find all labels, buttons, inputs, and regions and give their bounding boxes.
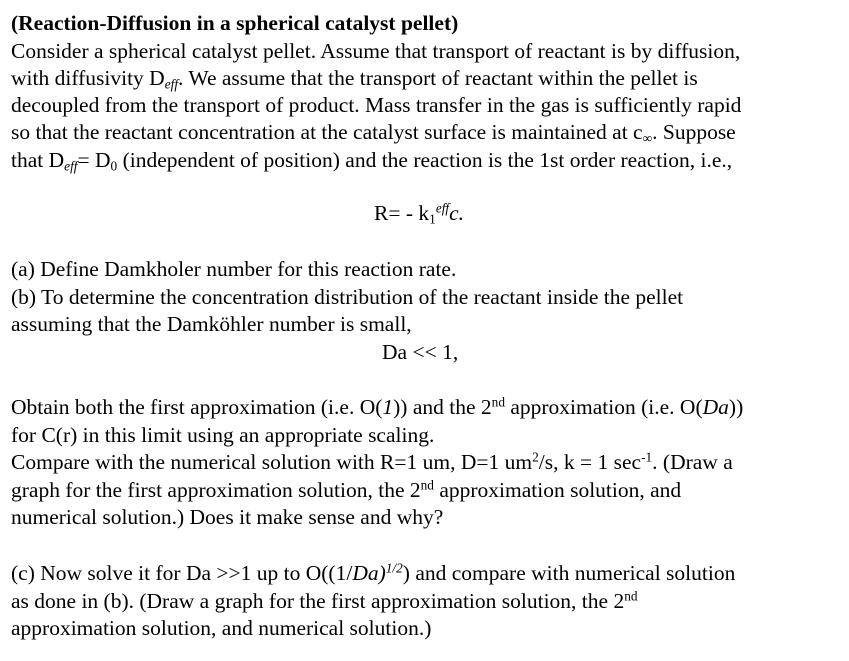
part-c-line-1: (c) Now solve it for Da >>1 up to $O((1/Da)^{1/2})$ and compare with numerical solution	[11, 560, 736, 585]
part-b-line-4: for C(r) in this limit using an appropriate scaling.	[11, 423, 435, 447]
part-b-line-3: Obtain both the first approximation (i.e. O(1)) and the 2nd approximation (i.e. O(Da))	[11, 394, 744, 419]
problem-title: (Reaction-Diffusion in a spherical catalyst pellet)	[11, 11, 459, 35]
part-b-line-5: Compare with the numerical solution with R=1 um, D=1 $um^2/s$, k = 1 $\sec^{-1}$. (Draw a	[11, 449, 733, 474]
part-b-line-6: graph for the first approximation solution, the 2nd approximation solution, and	[11, 477, 682, 502]
intro-line-4: so that the reactant concentration at the catalyst surface is maintained at $c_\infty$. Suppose	[11, 120, 736, 146]
part-a: (a) Define Damkholer number for this reaction rate.	[11, 257, 457, 281]
part-b-line-7: numerical solution.) Does it make sense and why?	[11, 505, 444, 529]
rate-equation: $R= - k_1^{eff}c$.	[374, 200, 465, 227]
intro-line-5: that $D_{eff}= D_0$ (independent of position) and the reaction is the 1st order reaction, i.e.,	[11, 148, 733, 174]
part-b-condition: Da << 1,	[382, 340, 459, 364]
part-c-line-2: as done in (b). (Draw a graph for the first approximation solution, the 2nd	[11, 588, 638, 613]
intro-line-2: with diffusivity $D_{eff}$. We assume that the transport of reactant within the pellet is	[11, 66, 698, 92]
part-b-line-2: assuming that the Damköhler number is small,	[11, 312, 412, 336]
intro-line-1: Consider a spherical catalyst pellet. Assume that transport of reactant is by diffusion,	[11, 39, 741, 63]
part-c-line-3: approximation solution, and numerical solution.)	[11, 616, 432, 640]
part-b-line-1: (b) To determine the concentration distribution of the reactant inside the pellet	[11, 285, 684, 309]
intro-line-3: decoupled from the transport of product. Mass transfer in the gas is sufficiently rapid	[11, 93, 742, 117]
